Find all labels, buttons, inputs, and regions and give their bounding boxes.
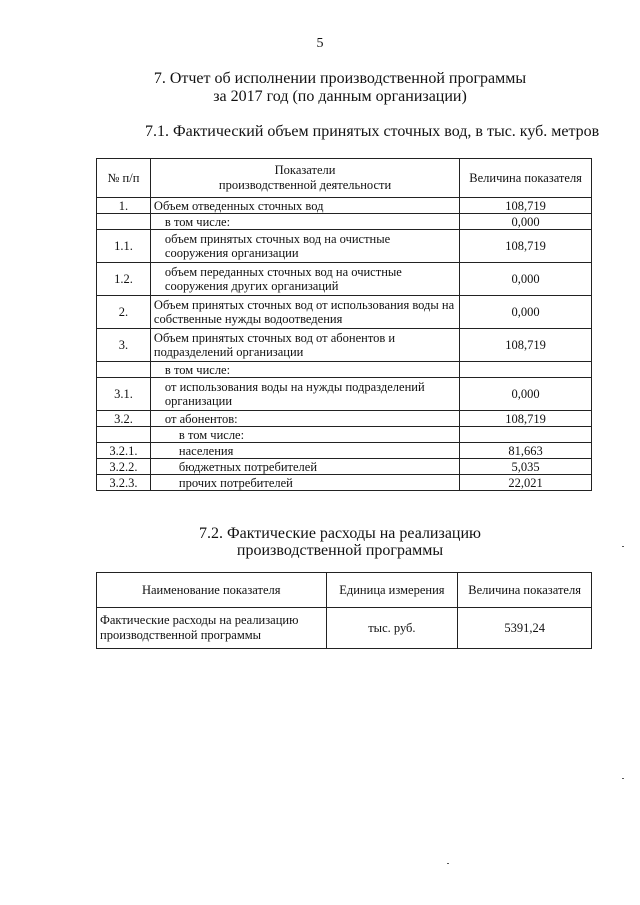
section-2-heading-line-1: 7.2. Фактические расходы на реализацию <box>198 525 481 542</box>
row-value: 5391,24 <box>458 608 592 649</box>
row-value: 0,000 <box>460 296 592 329</box>
expenses-table <box>96 572 592 649</box>
header-unit: Единица измерения <box>326 573 458 608</box>
row-value: 108,719 <box>460 411 592 427</box>
report-title-line-2: за 2017 год (по данным организации) <box>213 88 467 105</box>
report-title-line-1: 7. Отчет об исполнении производственной программы <box>153 70 527 87</box>
row-value: 0,000 <box>460 214 592 230</box>
row-num: 2. <box>97 296 151 329</box>
row-label: в том числе: <box>150 214 459 230</box>
scan-speck <box>447 863 449 864</box>
row-name: Фактические расходы на реализацию производственной программы <box>97 608 327 649</box>
section-1-heading <box>60 123 640 141</box>
row-label: от абонентов: <box>150 411 459 427</box>
header-name: Наименование показателя <box>97 573 327 608</box>
row-value: 5,035 <box>460 459 592 475</box>
scan-speck <box>622 778 624 779</box>
row-num <box>97 214 151 230</box>
section-1-heading-text: 7.1. Фактический объем принятых сточных вод, в тыс. куб. метров <box>145 123 600 140</box>
page-number: 5 <box>316 36 324 51</box>
wastewater-volume-table <box>96 158 592 491</box>
table-row <box>97 296 592 329</box>
row-value <box>460 427 592 443</box>
table-row <box>97 378 592 411</box>
row-value: 108,719 <box>460 198 592 214</box>
row-num: 3.1. <box>97 378 151 411</box>
row-num: 1.2. <box>97 263 151 296</box>
row-num: 1.1. <box>97 230 151 263</box>
row-label: объем принятых сточных вод на очистные сооружения организации <box>150 230 459 263</box>
row-num: 1. <box>97 198 151 214</box>
row-label: Объем принятых сточных вод от использования воды на собственные нужды водоотведения <box>150 296 459 329</box>
table-header-row <box>97 159 592 198</box>
row-value <box>460 362 592 378</box>
header-value: Величина показателя <box>458 573 592 608</box>
table-row <box>97 329 592 362</box>
table-row <box>97 427 592 443</box>
table-row <box>97 443 592 459</box>
row-value: 108,719 <box>460 329 592 362</box>
row-value: 108,719 <box>460 230 592 263</box>
table-row <box>97 214 592 230</box>
table-row <box>97 411 592 427</box>
table-row <box>97 362 592 378</box>
table-row <box>97 459 592 475</box>
row-label: от использования воды на нужды подразделений организации <box>150 378 459 411</box>
row-value: 0,000 <box>460 378 592 411</box>
row-num <box>97 362 151 378</box>
table-row <box>97 608 592 649</box>
row-label: в том числе: <box>150 427 459 443</box>
row-num: 3.2. <box>97 411 151 427</box>
row-label: населения <box>150 443 459 459</box>
row-label: Объем принятых сточных вод от абонентов и подразделений организации <box>150 329 459 362</box>
row-label: прочих потребителей <box>150 475 459 491</box>
row-value: 22,021 <box>460 475 592 491</box>
row-label: Объем отведенных сточных вод <box>150 198 459 214</box>
row-unit: тыс. руб. <box>326 608 458 649</box>
row-num: 3.2.3. <box>97 475 151 491</box>
header-value: Величина показателя <box>460 159 592 198</box>
table-row <box>97 198 592 214</box>
header-indicator-line-1: Показатели <box>274 163 336 177</box>
row-value: 81,663 <box>460 443 592 459</box>
row-num: 3.2.2. <box>97 459 151 475</box>
row-label: бюджетных потребителей <box>150 459 459 475</box>
scan-speck <box>622 546 624 547</box>
row-label: объем переданных сточных вод на очистные сооружения других организаций <box>150 263 459 296</box>
header-indicator-line-2: производственной деятельности <box>218 178 392 192</box>
row-num <box>97 427 151 443</box>
table-row <box>97 263 592 296</box>
section-2-heading-line-2: производственной программы <box>236 542 444 559</box>
row-label: в том числе: <box>150 362 459 378</box>
table-row <box>97 475 592 491</box>
table-row <box>97 230 592 263</box>
row-num: 3.2.1. <box>97 443 151 459</box>
header-num: № п/п <box>97 159 151 198</box>
row-num: 3. <box>97 329 151 362</box>
row-value: 0,000 <box>460 263 592 296</box>
table-header-row <box>97 573 592 608</box>
header-indicator <box>150 159 459 198</box>
